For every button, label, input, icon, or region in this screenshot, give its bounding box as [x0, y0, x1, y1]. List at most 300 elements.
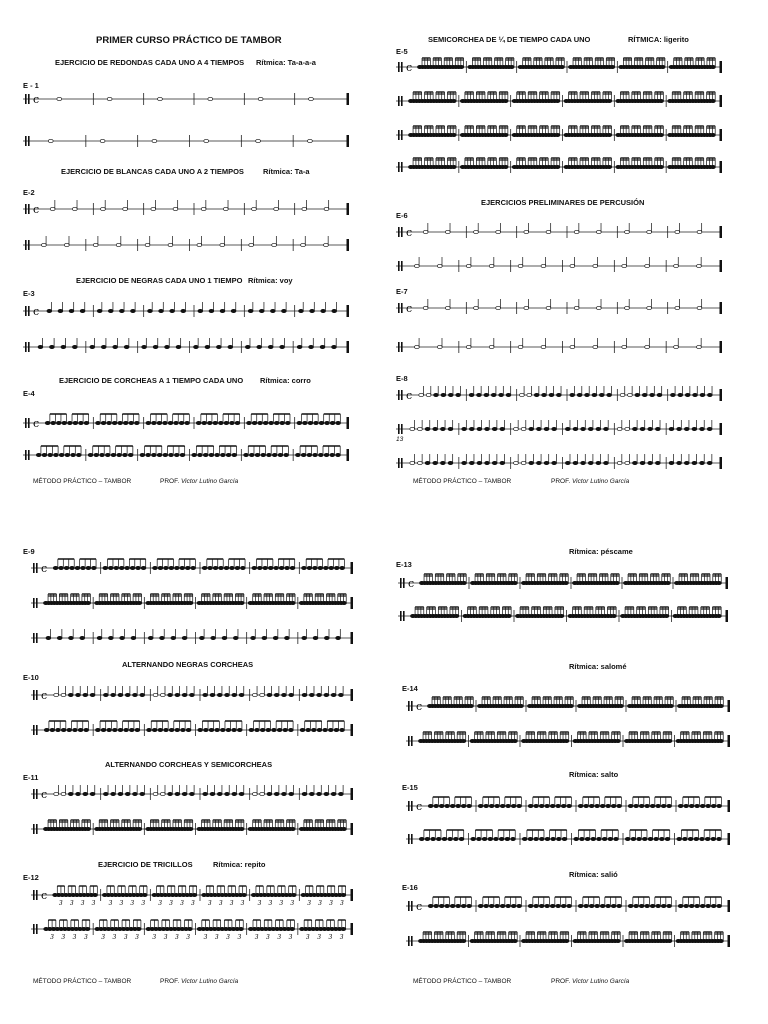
final-barline	[720, 161, 723, 173]
note-head	[202, 566, 207, 569]
percussion-clef	[401, 227, 403, 237]
percussion-clef	[28, 418, 30, 428]
exercise-label-e16: E-16	[402, 883, 418, 892]
time-signature: c	[41, 788, 48, 801]
note-head	[273, 636, 278, 639]
note-head	[267, 792, 272, 795]
note-head	[213, 421, 218, 424]
note-head	[131, 309, 136, 312]
percussion-clef	[398, 62, 400, 72]
note-head	[79, 421, 84, 424]
note-head	[160, 693, 165, 696]
note-head	[36, 453, 41, 456]
note-head	[324, 693, 329, 696]
note-head	[469, 704, 474, 707]
staff-svg	[23, 300, 349, 322]
note-head	[625, 837, 630, 840]
note-head	[565, 427, 570, 430]
final-barline	[728, 735, 731, 747]
note-head	[313, 453, 318, 456]
note-head	[54, 693, 59, 696]
triplet-mark: 3	[175, 934, 179, 941]
percussion-clef	[411, 736, 413, 746]
triplet-mark: 3	[186, 934, 191, 941]
note-head	[272, 453, 277, 456]
note-head	[645, 345, 650, 348]
staff-svg	[31, 783, 353, 805]
exercise-label-e8: E-8	[396, 374, 408, 383]
note-head	[328, 728, 333, 731]
note-head	[203, 453, 208, 456]
note-head	[570, 345, 575, 348]
final-barline	[720, 95, 723, 107]
note-head	[689, 804, 694, 807]
note-head	[68, 792, 73, 795]
note-head	[544, 427, 549, 430]
note-head	[591, 837, 596, 840]
note-head	[474, 230, 479, 233]
note-head	[661, 904, 666, 907]
staff-e3b	[23, 336, 349, 358]
note-head	[541, 264, 546, 267]
note-head	[50, 207, 55, 210]
note-head	[492, 461, 497, 464]
note-head	[578, 904, 583, 907]
note-head	[114, 566, 119, 569]
final-barline	[347, 203, 350, 215]
note-head	[581, 427, 586, 430]
note-head	[101, 728, 106, 731]
note-head	[692, 427, 697, 430]
percussion-clef	[408, 901, 410, 911]
staff-e13a	[398, 572, 728, 594]
note-head	[108, 636, 113, 639]
note-head	[173, 207, 178, 210]
note-head	[524, 230, 529, 233]
triplet-mark: 3	[135, 934, 139, 941]
note-head	[467, 804, 472, 807]
note-head	[86, 601, 91, 604]
note-head	[684, 427, 689, 430]
time-signature: c	[416, 900, 423, 913]
note-head	[148, 309, 153, 312]
note-head	[285, 636, 290, 639]
note-head	[207, 421, 212, 424]
note-head	[505, 837, 510, 840]
note-head	[123, 421, 128, 424]
staff-svg	[31, 918, 353, 940]
percussion-clef	[411, 936, 413, 946]
note-head	[631, 837, 636, 840]
note-head	[519, 704, 524, 707]
exercise-label-e3: E-3	[23, 289, 35, 298]
final-barline	[351, 689, 354, 701]
note-head	[707, 393, 712, 396]
note-head	[203, 693, 208, 696]
note-head	[617, 427, 622, 430]
note-head	[151, 207, 156, 210]
note-head	[529, 461, 534, 464]
final-barline	[720, 389, 723, 401]
note-head	[661, 804, 666, 807]
note-head	[414, 264, 419, 267]
note-head	[489, 264, 494, 267]
note-head	[454, 614, 459, 617]
note-head	[239, 827, 244, 830]
percussion-clef	[401, 96, 403, 106]
note-head	[205, 345, 210, 348]
note-head	[541, 345, 546, 348]
note-head	[181, 309, 186, 312]
note-head	[268, 345, 273, 348]
note-head	[80, 636, 85, 639]
note-head	[506, 804, 511, 807]
note-head	[622, 264, 627, 267]
note-head	[521, 427, 526, 430]
note-head	[124, 345, 129, 348]
note-head	[140, 453, 145, 456]
note-head	[628, 393, 633, 396]
note-head	[267, 453, 272, 456]
note-head	[477, 461, 482, 464]
note-head	[418, 461, 423, 464]
note-head	[628, 804, 633, 807]
staff-e5a	[396, 56, 722, 78]
note-head	[448, 837, 453, 840]
percussion-clef	[33, 725, 35, 735]
staff-e4a	[23, 412, 349, 434]
note-head	[584, 904, 589, 907]
time-signature: c	[33, 93, 40, 106]
time-signature: c	[406, 302, 413, 315]
note-head	[235, 566, 240, 569]
note-head	[269, 421, 274, 424]
note-head	[213, 566, 218, 569]
note-head	[336, 421, 341, 424]
note-head	[485, 461, 490, 464]
note-head	[198, 309, 203, 312]
note-head	[129, 728, 134, 731]
note-head	[425, 837, 430, 840]
note-head	[619, 704, 624, 707]
time-signature: c	[408, 577, 415, 590]
note-head	[163, 453, 168, 456]
staff-svg	[396, 297, 722, 319]
note-head	[245, 345, 250, 348]
note-head	[700, 427, 705, 430]
note-head	[616, 939, 621, 942]
note-head	[252, 693, 257, 696]
triplet-mark: 3	[266, 934, 270, 941]
note-head	[451, 133, 456, 136]
time-signature: c	[406, 226, 413, 239]
staff-e1a	[23, 88, 349, 110]
section-heading-negras: EJERCICIO DE NEGRAS CADA UNO 1 TIEMPO	[76, 276, 243, 285]
final-barline	[728, 900, 731, 912]
note-head	[711, 904, 716, 907]
staff-svg	[406, 828, 730, 850]
staff-svg	[396, 221, 722, 243]
note-head	[311, 728, 316, 731]
note-head	[48, 453, 53, 456]
note-head	[524, 306, 529, 309]
note-head	[289, 792, 294, 795]
final-barline	[720, 61, 723, 73]
note-head	[101, 421, 106, 424]
percussion-clef	[398, 424, 400, 434]
note-head	[157, 453, 162, 456]
note-head	[274, 792, 279, 795]
note-head	[146, 421, 151, 424]
triplet-mark: 3	[80, 900, 85, 907]
note-head	[552, 461, 557, 464]
note-head	[86, 566, 91, 569]
final-barline	[720, 302, 723, 314]
note-head	[239, 927, 244, 930]
note-head	[242, 893, 247, 896]
note-head	[113, 345, 118, 348]
note-head	[290, 827, 295, 830]
note-head	[678, 393, 683, 396]
triplet-mark: 3	[288, 934, 293, 941]
note-head	[239, 601, 244, 604]
triplet-mark: 3	[307, 900, 312, 907]
percussion-clef	[398, 96, 400, 106]
note-head	[635, 393, 640, 396]
note-head	[628, 904, 633, 907]
note-head	[283, 728, 288, 731]
time-signature: c	[33, 203, 40, 216]
note-head	[719, 939, 724, 942]
exercise-label-e9: E-9	[23, 547, 35, 556]
note-head	[282, 693, 287, 696]
note-head	[111, 693, 116, 696]
note-head	[226, 453, 231, 456]
exercise-label-e11: E-11	[23, 773, 39, 782]
note-head	[274, 566, 279, 569]
note-head	[218, 421, 223, 424]
note-head	[450, 904, 455, 907]
staff-svg	[31, 557, 353, 579]
note-head	[659, 837, 664, 840]
triplet-mark: 3	[91, 900, 96, 907]
triplet-mark: 3	[101, 934, 106, 941]
staff-e3a	[23, 300, 349, 322]
note-head	[670, 393, 675, 396]
page-title: PRIMER CURSO PRÁCTICO DE TAMBOR	[96, 35, 282, 46]
note-head	[469, 393, 474, 396]
triplet-mark: 3	[163, 934, 168, 941]
note-head	[94, 453, 99, 456]
note-head	[503, 165, 508, 168]
section-heading-tricillos: EJERCICIO DE TRICILLOS	[98, 860, 193, 869]
note-head	[448, 461, 453, 464]
note-head	[514, 461, 519, 464]
note-head	[69, 309, 74, 312]
note-head	[59, 566, 64, 569]
note-head	[125, 792, 130, 795]
note-head	[674, 345, 679, 348]
note-head	[513, 939, 518, 942]
note-head	[565, 461, 570, 464]
note-head	[459, 65, 464, 68]
staff-e9c	[31, 627, 353, 649]
note-head	[642, 393, 647, 396]
note-head	[297, 421, 302, 424]
note-head	[542, 393, 547, 396]
percussion-clef	[25, 204, 27, 214]
note-head	[410, 461, 415, 464]
note-head	[180, 453, 185, 456]
percussion-clef	[36, 824, 38, 834]
note-head	[112, 728, 117, 731]
note-head	[95, 728, 100, 731]
note-head	[146, 453, 151, 456]
triplet-mark: 3	[254, 934, 259, 941]
note-head	[133, 792, 138, 795]
note-head	[220, 309, 225, 312]
note-head	[58, 309, 63, 312]
note-head	[164, 728, 169, 731]
note-head	[299, 309, 304, 312]
note-head	[600, 904, 605, 907]
note-head	[433, 461, 438, 464]
note-head	[414, 345, 419, 348]
note-head	[81, 566, 86, 569]
note-head	[83, 693, 88, 696]
note-head	[578, 804, 583, 807]
percussion-clef	[408, 701, 410, 711]
percussion-clef	[398, 342, 400, 352]
note-head	[489, 804, 494, 807]
note-head	[584, 804, 589, 807]
note-head	[192, 453, 197, 456]
note-head	[511, 837, 516, 840]
final-barline	[720, 260, 723, 272]
note-head	[622, 345, 627, 348]
percussion-clef	[401, 424, 403, 434]
note-head	[461, 904, 466, 907]
note-head	[607, 133, 612, 136]
note-head	[64, 243, 69, 246]
note-head	[717, 614, 722, 617]
staff-svg	[23, 88, 349, 110]
percussion-clef	[36, 598, 38, 608]
note-head	[314, 421, 319, 424]
note-head	[546, 306, 551, 309]
note-head	[252, 421, 257, 424]
exercise-label-e6: E-6	[396, 211, 408, 220]
note-head	[307, 453, 312, 456]
staff-svg	[31, 818, 353, 840]
percussion-clef	[36, 633, 38, 643]
note-head	[719, 739, 724, 742]
note-head	[616, 739, 621, 742]
note-head	[642, 837, 647, 840]
final-barline	[351, 889, 354, 901]
note-head	[689, 904, 694, 907]
staff-e13b	[398, 605, 728, 627]
note-head	[201, 207, 206, 210]
note-head	[135, 728, 140, 731]
note-head	[278, 453, 283, 456]
note-head	[56, 728, 61, 731]
note-head	[237, 728, 242, 731]
percussion-clef	[408, 936, 410, 946]
note-head	[203, 728, 208, 731]
note-head	[47, 309, 52, 312]
triplet-mark: 3	[158, 900, 163, 907]
time-signature: c	[41, 689, 48, 702]
percussion-clef	[398, 390, 400, 400]
note-head	[536, 461, 541, 464]
percussion-clef	[28, 94, 30, 104]
note-head	[555, 133, 560, 136]
staff-e4b	[23, 444, 349, 466]
note-head	[84, 421, 89, 424]
note-head	[336, 636, 341, 639]
note-head	[232, 792, 237, 795]
note-head	[251, 636, 256, 639]
note-head	[137, 601, 142, 604]
note-head	[191, 566, 196, 569]
note-head	[440, 427, 445, 430]
exercise-label-e7: E-7	[396, 287, 408, 296]
staff-svg	[406, 895, 730, 917]
note-head	[684, 904, 689, 907]
note-head	[717, 904, 722, 907]
note-head	[137, 827, 142, 830]
staff-e9a	[31, 557, 353, 579]
note-head	[100, 139, 105, 142]
note-head	[491, 393, 496, 396]
triplet-mark: 3	[329, 900, 333, 907]
note-head	[484, 904, 489, 907]
note-head	[434, 804, 439, 807]
note-head	[648, 427, 653, 430]
note-head	[602, 837, 607, 840]
note-head	[664, 614, 669, 617]
note-head	[518, 345, 523, 348]
note-head	[67, 728, 72, 731]
note-head	[317, 693, 322, 696]
note-head	[320, 345, 325, 348]
final-barline	[347, 93, 350, 105]
note-head	[185, 566, 190, 569]
note-head	[247, 421, 252, 424]
note-head	[209, 309, 214, 312]
note-head	[176, 345, 181, 348]
note-head	[539, 904, 544, 907]
note-head	[655, 427, 660, 430]
note-head	[595, 904, 600, 907]
note-head	[50, 728, 55, 731]
note-head	[496, 230, 501, 233]
note-head	[158, 728, 163, 731]
note-head	[54, 792, 59, 795]
note-head	[295, 453, 300, 456]
note-head	[451, 165, 456, 168]
note-head	[158, 566, 163, 569]
section-heading-corcheas: EJERCICIO DE CORCHEAS A 1 TIEMPO CADA UNO	[59, 376, 244, 385]
exercise-label-e13: E-13	[396, 560, 412, 569]
note-head	[70, 566, 75, 569]
note-head	[625, 461, 630, 464]
note-head	[640, 461, 645, 464]
note-head	[313, 636, 318, 639]
note-head	[717, 804, 722, 807]
note-head	[169, 566, 174, 569]
